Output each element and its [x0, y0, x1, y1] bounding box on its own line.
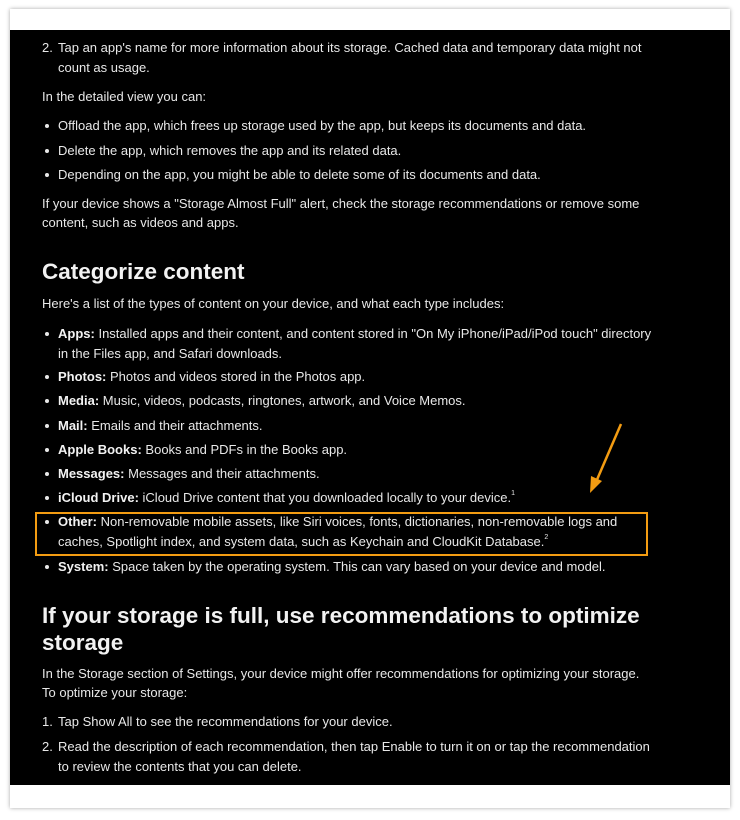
- paragraph: content, such as videos and apps.: [42, 215, 239, 230]
- paragraph: In the Storage section of Settings, your device might offer recommendations for optimizing your storage.: [42, 666, 640, 681]
- term-description: Non-removable mobile assets, like Siri voices, fonts, dictionaries, non-removable logs and: [100, 514, 618, 529]
- term-description: Installed apps and their content, and content stored in "On My iPhone/iPad/iPod touch" directory: [98, 326, 652, 341]
- step-text: Tap Show All to see the recommendations for your device.: [58, 714, 393, 729]
- section-heading: storage: [42, 630, 124, 655]
- step-text: Read the description of each recommendation, then tap Enable to turn it on or tap the recommendation: [58, 739, 650, 754]
- term-label: Mail:: [58, 418, 88, 433]
- paragraph: To optimize your storage:: [42, 685, 188, 700]
- term-label: iCloud Drive:: [58, 490, 139, 505]
- term-description: Messages and their attachments.: [128, 466, 320, 481]
- list-item: Delete the app, which removes the app and its related data.: [58, 143, 402, 158]
- paragraph: If your device shows a "Storage Almost Full" alert, check the storage recommendations or remove some: [42, 196, 640, 211]
- section-heading: Categorize content: [42, 259, 245, 284]
- list-item: Depending on the app, you might be able to delete some of its documents and data.: [58, 167, 541, 182]
- term-label: Apps:: [58, 326, 95, 341]
- term-label: Messages:: [58, 466, 125, 481]
- term-description: Music, videos, podcasts, ringtones, artwork, and Voice Memos.: [102, 393, 466, 408]
- term-label: Photos:: [58, 369, 107, 384]
- term-description: Space taken by the operating system. This can vary based on your device and model.: [112, 559, 606, 574]
- term-label: System:: [58, 559, 109, 574]
- term-label: Apple Books:: [58, 442, 142, 457]
- term-description: in the Files app, and Safari downloads.: [58, 345, 283, 361]
- footnote-marker[interactable]: 2: [544, 533, 549, 541]
- term-description: caches, Spotlight index, and system data, such as Keychain and CloudKit Database.: [58, 533, 545, 549]
- step-text: count as usage.: [58, 60, 150, 75]
- footnote-marker[interactable]: 1: [511, 490, 515, 497]
- term-description: iCloud Drive content that you downloaded locally to your device.: [142, 490, 512, 505]
- step-number: 2.: [42, 739, 53, 754]
- step-text: to review the contents that you can delete.: [58, 759, 302, 774]
- paragraph: Here's a list of the types of content on your device, and what each type includes:: [42, 296, 505, 311]
- term-label: Other:: [58, 514, 97, 529]
- step-text: Tap an app's name for more information about its storage. Cached data and temporary data might not: [58, 40, 642, 55]
- term-label: Media:: [58, 393, 100, 408]
- list-item: Offload the app, which frees up storage used by the app, but keeps its documents and data.: [58, 118, 587, 133]
- term-description: Emails and their attachments.: [91, 418, 263, 433]
- term-description: Photos and videos stored in the Photos app.: [110, 369, 366, 384]
- term-description: Books and PDFs in the Books app.: [145, 442, 348, 457]
- section-heading: If your storage is full, use recommendations to optimize: [42, 603, 640, 628]
- step-number: 1.: [42, 714, 53, 729]
- step-number: 2.: [42, 40, 53, 55]
- paragraph: In the detailed view you can:: [42, 89, 207, 104]
